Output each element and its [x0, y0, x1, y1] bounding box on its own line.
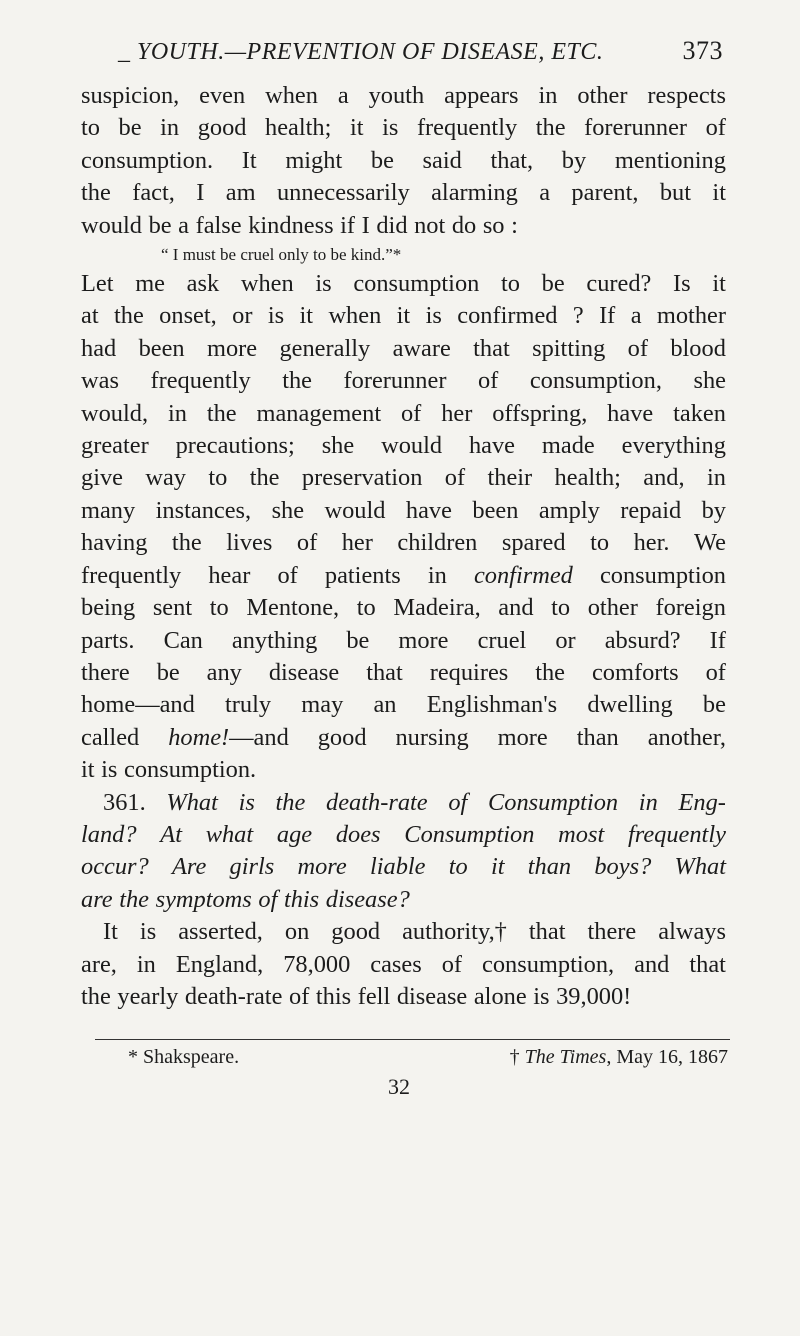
text-line: many instances, she would have been amply repaid by	[81, 496, 726, 524]
printer-signature: 32	[388, 1074, 410, 1099]
text-line: there be any disease that requires the comforts of	[81, 658, 726, 686]
text-line: home—and truly may an Englishman's dwelling be	[81, 691, 726, 719]
text-line: being sent to Mentone, to Madeira, and to other foreign	[81, 594, 726, 622]
text-line: called home!—and good nursing more than another,	[81, 723, 726, 751]
text-line: would be a false kindness if I did not do so :	[81, 211, 518, 239]
question-line: are the symptoms of this disease?	[81, 885, 410, 913]
page-number: 373	[682, 36, 723, 65]
question-line: 361. What is the death-rate of Consumption in Eng-	[103, 788, 726, 816]
text-line: was frequently the forerunner of consumption, she	[81, 367, 726, 395]
footnotes	[128, 1046, 728, 1069]
footnote-shakspeare: * Shakspeare.	[128, 1046, 240, 1068]
text-line: parts. Can anything be more cruel or absurd? If	[81, 626, 726, 654]
text-line: the fact, I am unnecessarily alarming a parent, but it	[81, 179, 726, 207]
text-line: suspicion, even when a youth appears in other respects	[81, 82, 726, 109]
text-line: had been more generally aware that spitting of blood	[81, 334, 726, 362]
footnote-dagger: †	[509, 1046, 525, 1068]
text-line: greater precautions; she would have made everything	[81, 432, 726, 460]
footnote-date: , May 16, 1867	[606, 1046, 728, 1068]
footnote-times	[510, 1046, 728, 1069]
text-line: at the onset, or is it when it is confirmed ? If a mother	[81, 302, 726, 330]
text-line: it is consumption.	[81, 756, 257, 784]
text-line: frequently hear of patients in confirmed consumption	[81, 561, 726, 589]
epigraph-quote: “ I must be cruel only to be kind.”*	[161, 245, 402, 265]
question-line: occur? Are girls more liable to it than boys? What	[81, 853, 726, 881]
running-header	[118, 36, 723, 66]
text-line: having the lives of her children spared to her. We	[81, 529, 726, 557]
text-line: the yearly death-rate of this fell disease alone is 39,000!	[81, 982, 632, 1010]
running-title: _ YOUTH.—PREVENTION OF DISEASE, ETC.	[118, 39, 604, 65]
text-line: give way to the preservation of their health; and, in	[81, 464, 726, 492]
text-line: Let me ask when is consumption to be cured? Is it	[81, 270, 726, 298]
text-line: to be in good health; it is frequently the forerunner of	[81, 114, 726, 142]
footnote-rule	[95, 1039, 730, 1040]
text-line: consumption. It might be said that, by mentioning	[81, 146, 726, 174]
text-line: are, in England, 78,000 cases of consumption, and that	[81, 950, 726, 978]
text-line: would, in the management of her offspring, have taken	[81, 399, 726, 427]
footnote-newspaper: The Times	[524, 1046, 607, 1068]
text-line: It is asserted, on good authority,† that there always	[103, 918, 726, 946]
body-text	[81, 80, 726, 1013]
question-line: land? At what age does Consumption most frequently	[81, 820, 726, 848]
